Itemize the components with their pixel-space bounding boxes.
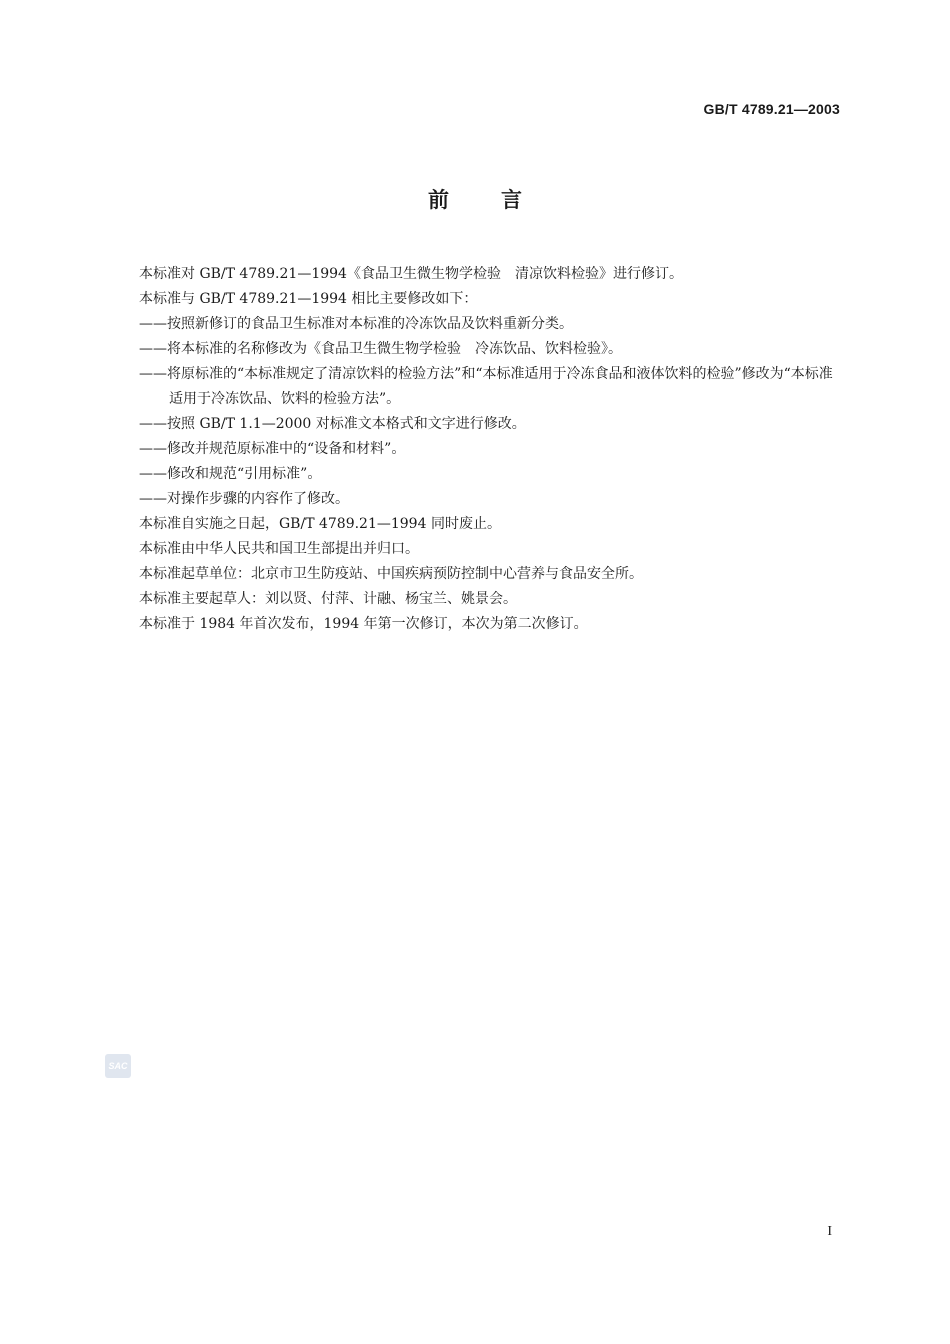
list-item: ——对操作步骤的内容作了修改。 <box>139 491 349 507</box>
list-item: ——修改并规范原标准中的“设备和材料”。 <box>139 441 406 457</box>
paragraph-line: 本标准起草单位：北京市卫生防疫站、中国疾病预防控制中心营养与食品安全所。 <box>139 566 643 582</box>
paragraph-line: 本标准对 GB/T 4789.21—1994《食品卫生微生物学检验 清凉饮料检验》进行修订。 <box>139 266 683 282</box>
foreword-body <box>139 262 844 637</box>
paragraph-line: 本标准与 GB/T 4789.21—1994 相比主要修改如下： <box>139 291 478 307</box>
paragraph-line: 本标准主要起草人：刘以贤、付萍、计融、杨宝兰、姚景会。 <box>139 591 517 607</box>
list-item: ——将原标准的“本标准规定了清凉饮料的检验方法”和“本标准适用于冷冻食品和液体饮料的检验”修改为“本标准适用于冷冻饮品、饮料的检验方法”。 <box>139 366 833 407</box>
paragraph-line: 本标准自实施之日起，GB/T 4789.21—1994 同时废止。 <box>139 516 501 532</box>
list-item: ——修改和规范“引用标准”。 <box>139 466 322 482</box>
page-title: 前言 <box>428 188 574 212</box>
paragraph-line: 本标准由中华人民共和国卫生部提出并归口。 <box>139 541 419 557</box>
sac-logo-icon: SAC <box>105 1054 131 1078</box>
list-item: ——按照 GB/T 1.1—2000 对标准文本格式和文字进行修改。 <box>139 416 526 432</box>
list-item: ——按照新修订的食品卫生标准对本标准的冷冻饮品及饮料重新分类。 <box>139 316 573 332</box>
page-number: I <box>827 1224 832 1239</box>
standard-number: GB/T 4789.21—2003 <box>703 101 840 117</box>
paragraph-line: 本标准于 1984 年首次发布，1994 年第一次修订，本次为第二次修订。 <box>139 616 588 632</box>
list-item: ——将本标准的名称修改为《食品卫生微生物学检验 冷冻饮品、饮料检验》。 <box>139 341 622 357</box>
